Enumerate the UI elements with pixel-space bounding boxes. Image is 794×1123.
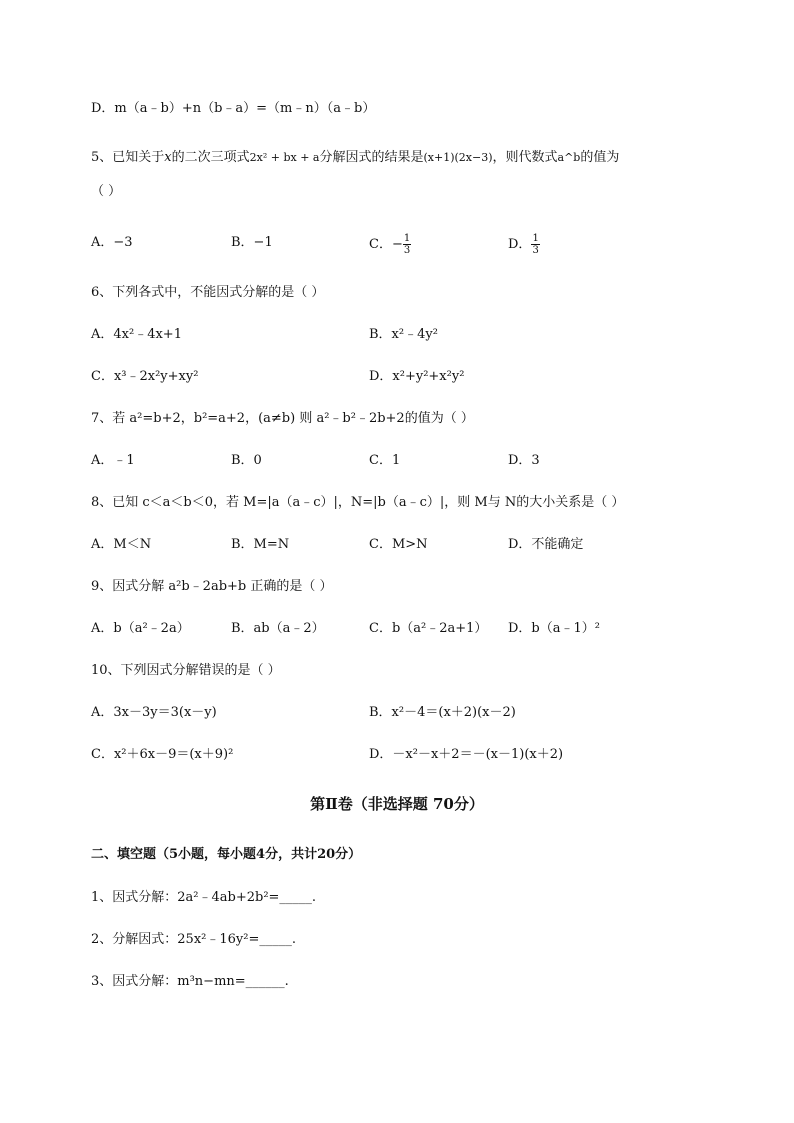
q6-options-row2	[91, 367, 731, 387]
q8-option-c: C．M>N	[369, 537, 428, 552]
q4-option-d: D．m（a﹣b）+n（b﹣a）=（m﹣n）（a﹣b）	[91, 101, 376, 116]
fill-question-2: 2、分解因式：25x²﹣16y²=_____.	[91, 932, 296, 947]
q5-option-d-fraction	[531, 233, 539, 256]
q8-options	[91, 535, 731, 555]
q7-option-b: B．0	[231, 453, 262, 468]
q7-option-c: C．1	[369, 453, 401, 468]
q5-stem-part-d: ，则代数式	[492, 150, 558, 165]
q5-option-d-prefix: D．	[508, 237, 532, 252]
q5-option-a: A．−3	[91, 235, 133, 250]
q5-options	[91, 233, 731, 256]
fraction-numerator: 1	[532, 233, 539, 244]
q5-answer-paren: （ ）	[91, 184, 122, 199]
q10-option-a: A．3x－3y＝3(x－y)	[91, 705, 217, 720]
q9-stem: 9、因式分解 a²b﹣2ab+b 正确的是（ ）	[91, 579, 333, 594]
q6-option-b: B．x²﹣4y²	[369, 327, 438, 342]
fraction-numerator: 1	[403, 233, 411, 244]
part-two-title: 第Ⅱ卷（非选择题 70分）	[310, 795, 484, 813]
q10-options-row2	[91, 745, 731, 765]
q9-options	[91, 619, 731, 639]
q5-stem-var: x	[164, 150, 172, 165]
q5-factored-result: (x+1)(2x−3)	[423, 151, 493, 164]
q5-option-c-fraction	[403, 233, 411, 256]
fill-question-3: 3、因式分解：m³n−mn=______.	[91, 974, 289, 989]
q6-option-d: D．x²+y²+x²y²	[369, 369, 465, 384]
q5-stem	[91, 148, 619, 168]
q6-option-a: A．4x²﹣4x+1	[91, 327, 182, 342]
q8-stem: 8、已知 c＜a＜b＜0，若 M=|a（a﹣c）|，N=|b（a﹣c）|，则 M与 N的大小关系是（ ）	[91, 495, 625, 510]
q6-option-c: C．x³﹣2x²y+xy²	[91, 369, 199, 384]
q5-polynomial: 2x² + bx + a	[249, 151, 320, 164]
q9-option-d: D．b（a﹣1）²	[508, 621, 600, 636]
q5-stem-part-b: 的二次三项式	[171, 150, 250, 165]
fill-in-section-heading: 二、填空题（5小题，每小题4分，共计20分）	[91, 847, 362, 862]
q9-option-c: C．b（a²﹣2a+1）	[369, 621, 488, 636]
q10-options-row1	[91, 703, 731, 723]
q10-stem: 10、下列因式分解错误的是（ ）	[91, 663, 281, 678]
q5-stem-part-e: 的值为	[580, 150, 620, 165]
q5-option-b: B．−1	[231, 235, 273, 250]
fraction-denominator: 3	[532, 245, 539, 256]
q7-stem: 7、若 a²=b+2，b²=a+2，(a≠b) 则 a²﹣b²﹣2b+2的值为（ ）	[91, 411, 474, 426]
q9-option-a: A．b（a²﹣2a）	[91, 621, 190, 636]
q8-option-a: A．M＜N	[91, 537, 152, 552]
q5-option-c	[369, 233, 411, 256]
q5-stem-part-c: 分解因式的结果是	[319, 150, 424, 165]
q10-option-c: C．x²＋6x－9＝(x＋9)²	[91, 747, 234, 762]
q5-option-d	[508, 233, 540, 256]
fill-question-1: 1、因式分解：2a²﹣4ab+2b²=_____.	[91, 890, 317, 905]
q9-option-b: B．ab（a﹣2）	[231, 621, 325, 636]
q10-option-b: B．x²－4＝(x＋2)(x－2)	[369, 705, 516, 720]
q7-options	[91, 451, 731, 471]
q6-options-row1	[91, 325, 731, 345]
q5-expression: a^b	[557, 151, 581, 164]
fraction-denominator: 3	[403, 245, 411, 256]
q10-option-d: D．－x²－x＋2＝－(x－1)(x＋2)	[369, 747, 564, 762]
q5-stem-part-a: 5、已知关于	[91, 150, 165, 165]
q7-option-d: D．3	[508, 453, 540, 468]
q8-option-d: D．不能确定	[508, 537, 584, 552]
q7-option-a: A．﹣1	[91, 453, 135, 468]
q6-stem: 6、下列各式中，不能因式分解的是（ ）	[91, 285, 325, 300]
q8-option-b: B．M=N	[231, 537, 290, 552]
q5-option-c-prefix: C．−	[369, 237, 403, 252]
